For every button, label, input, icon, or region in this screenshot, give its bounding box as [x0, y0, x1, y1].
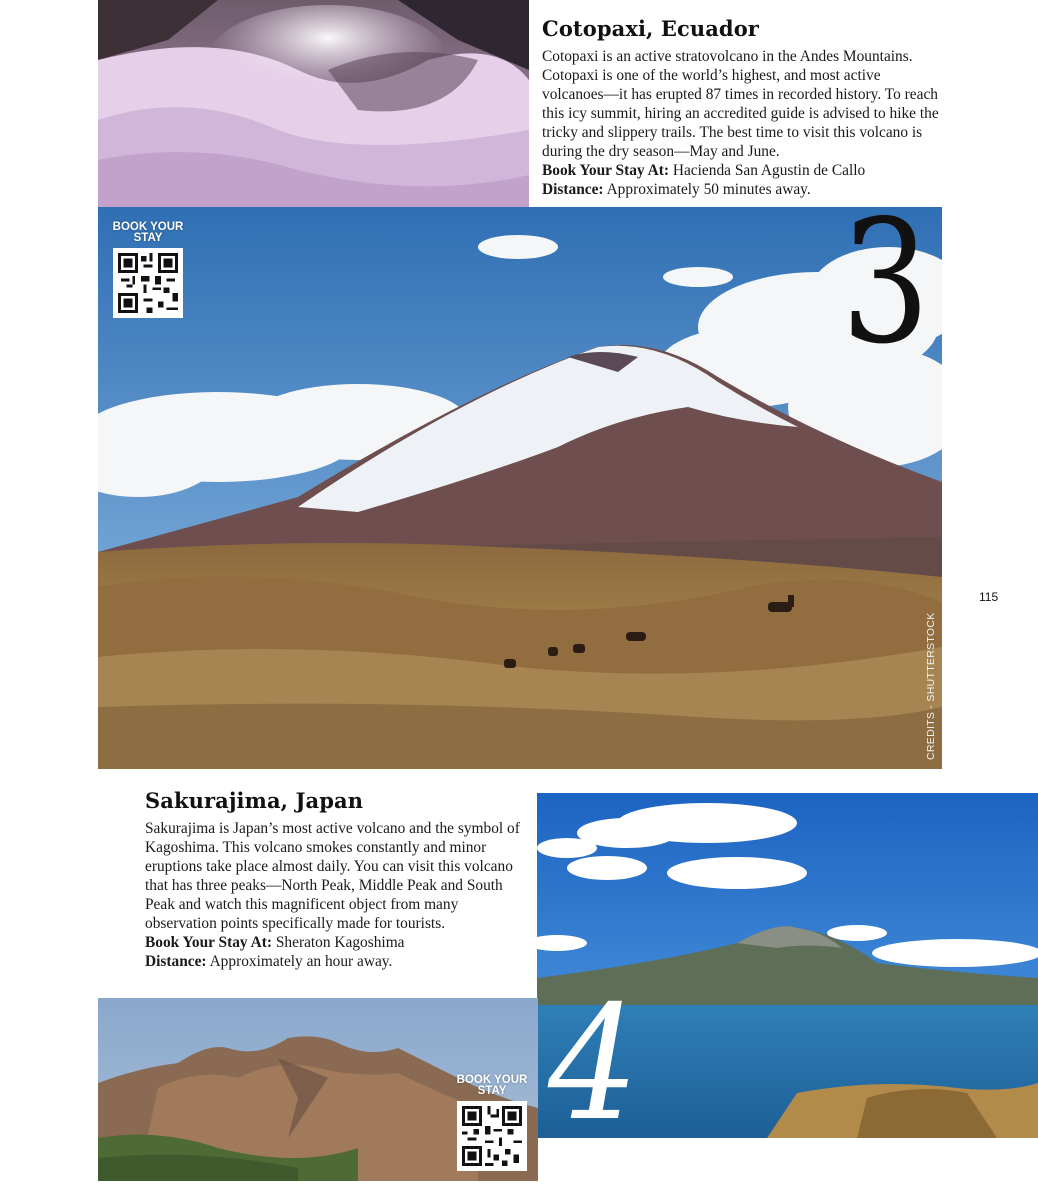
cotopaxi-title: Cotopaxi, Ecuador [542, 16, 759, 41]
cotopaxi-stay-label: Book Your Stay At: [542, 162, 669, 179]
sakurajima-stay-label: Book Your Stay At: [145, 934, 272, 951]
photo-credits: CREDITS - SHUTTERSTOCK [925, 612, 937, 760]
sakurajima-qr-code-icon[interactable] [457, 1101, 527, 1171]
sakurajima-title: Sakurajima, Japan [145, 788, 364, 813]
cotopaxi-body: Cotopaxi is an active stratovolcano in the Andes Mountains. Cotopaxi is one of the world’s highest, and most active volcanoes—it has erupted 87 times in recorded history. To reach this icy summit, hiring an accredited guide is advised to hike the tricky and slippery trails. The best time to visit this volcano is during the dry season—May and June. [542, 48, 939, 160]
sakurajima-distance-value: Approximately an hour away. [209, 953, 393, 970]
sakurajima-qr-label: BOOK YOUR STAY [456, 1074, 528, 1097]
sakurajima-stay-value: Sheraton Kagoshima [275, 934, 405, 951]
cotopaxi-qr-label: BOOK YOUR STAY [112, 221, 184, 244]
page-number: 115 [979, 590, 999, 604]
cotopaxi-stay-value: Hacienda San Agustin de Callo [672, 162, 866, 179]
sakurajima-qr-block[interactable] [452, 1075, 532, 1171]
cotopaxi-qr-block[interactable] [108, 222, 188, 318]
cotopaxi-stay [542, 161, 942, 180]
sakurajima-distance [145, 952, 520, 971]
cotopaxi-qr-code-icon[interactable] [113, 248, 183, 318]
sakurajima-article [145, 788, 520, 971]
sakurajima-distance-label: Distance: [145, 953, 207, 970]
sakurajima-stay [145, 933, 520, 952]
cotopaxi-distance-value: Approximately 50 minutes away. [606, 181, 811, 198]
cotopaxi-rank-number: 3 [840, 184, 928, 382]
cotopaxi-distance-label: Distance: [542, 181, 604, 198]
sakurajima-rank-number: 4 [548, 972, 639, 1156]
cotopaxi-article [542, 16, 942, 199]
sakurajima-body: Sakurajima is Japan’s most active volcano and the symbol of Kagoshima. This volcano smokes constantly and minor eruptions take place almost daily. You can visit this volcano that has three peaks—North Peak, Middle Peak and South Peak and watch this magnificent object from many observation points specifically made for tourists. [145, 820, 520, 932]
cotopaxi-volcano-photo [98, 207, 942, 769]
cotopaxi-crater-photo [98, 0, 529, 207]
